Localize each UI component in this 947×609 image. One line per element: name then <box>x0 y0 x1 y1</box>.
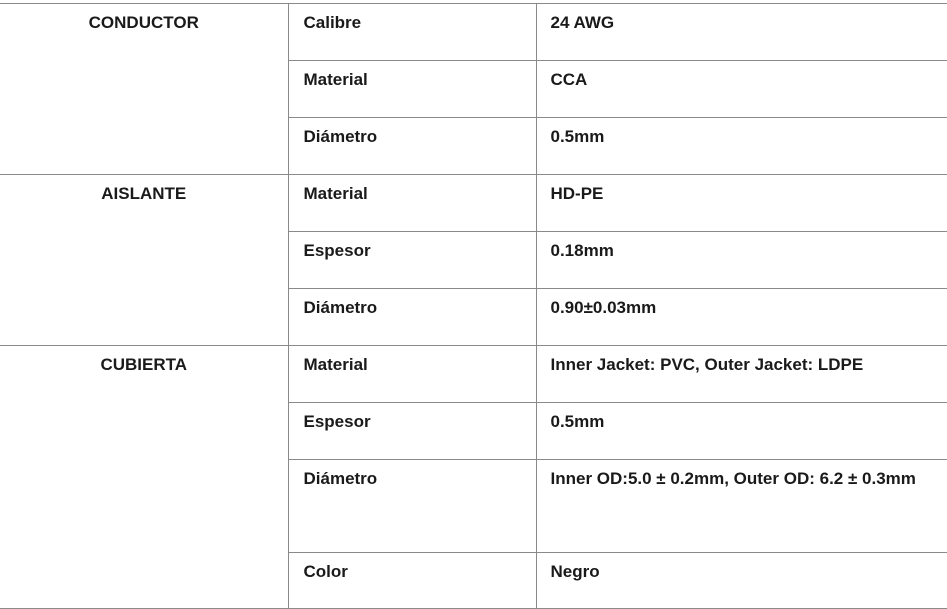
property-cell: Material <box>288 346 536 403</box>
group-label: AISLANTE <box>101 184 187 203</box>
value-cell: 24 AWG <box>536 4 947 61</box>
value-cell: Negro <box>536 553 947 609</box>
table-row <box>0 175 947 232</box>
value-cell: 0.90±0.03mm <box>536 289 947 346</box>
group-cell-aislante <box>0 175 288 346</box>
property-cell: Calibre <box>288 4 536 61</box>
property-cell: Espesor <box>288 232 536 289</box>
property-cell: Diámetro <box>288 118 536 175</box>
property-cell: Diámetro <box>288 460 536 553</box>
value-cell: 0.18mm <box>536 232 947 289</box>
property-cell: Color <box>288 553 536 609</box>
table-row <box>0 4 947 61</box>
table-row <box>0 346 947 403</box>
value-cell: HD-PE <box>536 175 947 232</box>
property-cell: Diámetro <box>288 289 536 346</box>
cable-spec-table <box>0 3 947 609</box>
value-cell: 0.5mm <box>536 118 947 175</box>
value-cell: CCA <box>536 61 947 118</box>
group-cell-conductor <box>0 4 288 175</box>
group-cell-cubierta <box>0 346 288 609</box>
value-cell: Inner OD:5.0 ± 0.2mm, Outer OD: 6.2 ± 0.3mm <box>536 460 947 553</box>
group-label: CUBIERTA <box>100 355 188 374</box>
value-cell: Inner Jacket: PVC, Outer Jacket: LDPE <box>536 346 947 403</box>
value-cell: 0.5mm <box>536 403 947 460</box>
property-cell: Material <box>288 175 536 232</box>
property-cell: Espesor <box>288 403 536 460</box>
group-label: CONDUCTOR <box>88 13 199 32</box>
property-cell: Material <box>288 61 536 118</box>
